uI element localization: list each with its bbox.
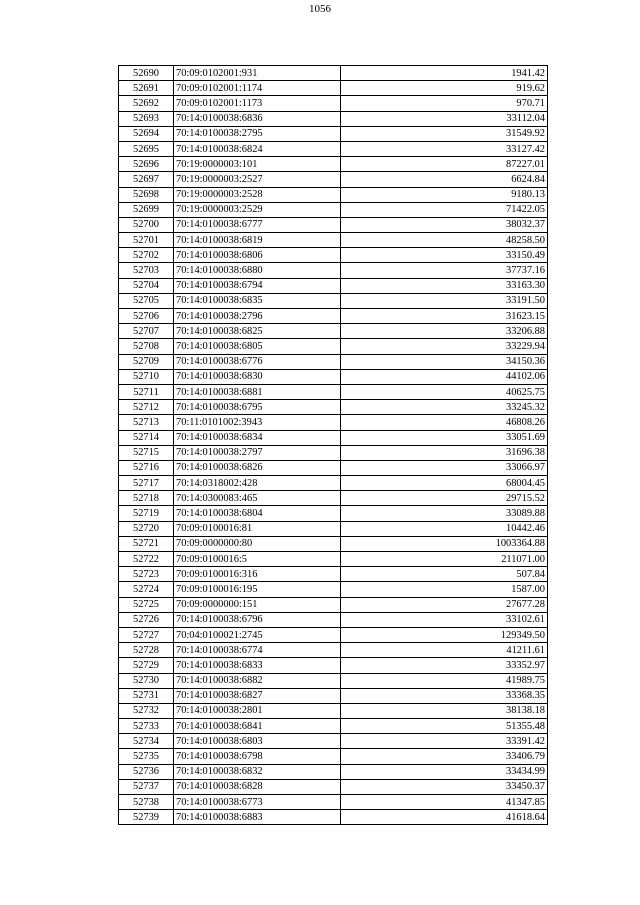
cadastral-value-cell: 31623.15 bbox=[341, 309, 548, 324]
cadastral-value-cell: 38138.18 bbox=[341, 703, 548, 718]
cadastral-value-cell: 919.62 bbox=[341, 81, 548, 96]
table-row bbox=[119, 703, 548, 718]
table-row bbox=[119, 339, 548, 354]
cadastral-number-cell: 70:14:0100038:2797 bbox=[174, 445, 341, 460]
cadastral-number-cell: 70:19:0000003:2528 bbox=[174, 187, 341, 202]
table-row bbox=[119, 293, 548, 308]
table-row bbox=[119, 779, 548, 794]
cadastral-number-cell: 70:14:0100038:2795 bbox=[174, 126, 341, 141]
table-row bbox=[119, 233, 548, 248]
table-row bbox=[119, 810, 548, 825]
table-row bbox=[119, 111, 548, 126]
row-number-cell: 52723 bbox=[119, 567, 174, 582]
table-row bbox=[119, 187, 548, 202]
cadastral-number-cell: 70:14:0100038:2801 bbox=[174, 703, 341, 718]
row-number-cell: 52702 bbox=[119, 248, 174, 263]
cadastral-value-cell: 41211.61 bbox=[341, 643, 548, 658]
cadastral-value-cell: 71422.05 bbox=[341, 202, 548, 217]
row-number-cell: 52699 bbox=[119, 202, 174, 217]
row-number-cell: 52721 bbox=[119, 536, 174, 551]
cadastral-value-cell: 33434.99 bbox=[341, 764, 548, 779]
cadastral-value-cell: 1941.42 bbox=[341, 66, 548, 81]
row-number-cell: 52724 bbox=[119, 582, 174, 597]
row-number-cell: 52718 bbox=[119, 491, 174, 506]
cadastral-value-cell: 1003364.88 bbox=[341, 536, 548, 551]
row-number-cell: 52725 bbox=[119, 597, 174, 612]
table-row bbox=[119, 643, 548, 658]
cadastral-number-cell: 70:14:0100038:6881 bbox=[174, 384, 341, 399]
cadastral-number-cell: 70:09:0102001:931 bbox=[174, 66, 341, 81]
cadastral-number-cell: 70:09:0100016:81 bbox=[174, 521, 341, 536]
cadastral-value-cell: 211071.00 bbox=[341, 552, 548, 567]
table-row bbox=[119, 506, 548, 521]
table-row bbox=[119, 764, 548, 779]
cadastral-value-cell: 33352.97 bbox=[341, 658, 548, 673]
cadastral-value-cell: 6624.84 bbox=[341, 172, 548, 187]
cadastral-number-cell: 70:14:0100038:6794 bbox=[174, 278, 341, 293]
row-number-cell: 52727 bbox=[119, 627, 174, 642]
row-number-cell: 52700 bbox=[119, 217, 174, 232]
cadastral-value-table bbox=[118, 65, 548, 825]
cadastral-number-cell: 70:14:0100038:6882 bbox=[174, 673, 341, 688]
table-row bbox=[119, 126, 548, 141]
table-row bbox=[119, 627, 548, 642]
cadastral-number-cell: 70:14:0100038:6803 bbox=[174, 734, 341, 749]
cadastral-value-cell: 507.84 bbox=[341, 567, 548, 582]
cadastral-number-cell: 70:09:0100016:195 bbox=[174, 582, 341, 597]
table-row bbox=[119, 172, 548, 187]
cadastral-value-cell: 46808.26 bbox=[341, 415, 548, 430]
cadastral-number-cell: 70:14:0100038:6796 bbox=[174, 612, 341, 627]
row-number-cell: 52729 bbox=[119, 658, 174, 673]
cadastral-number-cell: 70:09:0100016:316 bbox=[174, 567, 341, 582]
cadastral-value-cell: 38032.37 bbox=[341, 217, 548, 232]
table-row bbox=[119, 719, 548, 734]
table-row bbox=[119, 157, 548, 172]
cadastral-number-cell: 70:04:0100021:2745 bbox=[174, 627, 341, 642]
row-number-cell: 52730 bbox=[119, 673, 174, 688]
cadastral-number-cell: 70:14:0100038:6804 bbox=[174, 506, 341, 521]
row-number-cell: 52739 bbox=[119, 810, 174, 825]
table-row bbox=[119, 612, 548, 627]
table-row bbox=[119, 369, 548, 384]
cadastral-value-cell: 37737.16 bbox=[341, 263, 548, 278]
cadastral-number-cell: 70:14:0100038:6773 bbox=[174, 795, 341, 810]
page-number: 1056 bbox=[309, 3, 331, 15]
cadastral-value-cell: 129349.50 bbox=[341, 627, 548, 642]
cadastral-value-cell: 33450.37 bbox=[341, 779, 548, 794]
cadastral-number-cell: 70:14:0100038:6795 bbox=[174, 400, 341, 415]
table-row bbox=[119, 460, 548, 475]
cadastral-number-cell: 70:14:0100038:2796 bbox=[174, 309, 341, 324]
table-row bbox=[119, 734, 548, 749]
table-row bbox=[119, 96, 548, 111]
cadastral-number-cell: 70:19:0000003:101 bbox=[174, 157, 341, 172]
row-number-cell: 52722 bbox=[119, 552, 174, 567]
row-number-cell: 52735 bbox=[119, 749, 174, 764]
row-number-cell: 52732 bbox=[119, 703, 174, 718]
cadastral-value-cell: 970.71 bbox=[341, 96, 548, 111]
cadastral-value-cell: 41347.85 bbox=[341, 795, 548, 810]
row-number-cell: 52707 bbox=[119, 324, 174, 339]
cadastral-value-cell: 48258.50 bbox=[341, 233, 548, 248]
cadastral-value-cell: 31549.92 bbox=[341, 126, 548, 141]
cadastral-value-cell: 10442.46 bbox=[341, 521, 548, 536]
cadastral-value-cell: 33112.04 bbox=[341, 111, 548, 126]
row-number-cell: 52708 bbox=[119, 339, 174, 354]
table-row bbox=[119, 415, 548, 430]
cadastral-value-cell: 33066.97 bbox=[341, 460, 548, 475]
cadastral-number-cell: 70:14:0100038:6832 bbox=[174, 764, 341, 779]
cadastral-number-cell: 70:09:0102001:1173 bbox=[174, 96, 341, 111]
row-number-cell: 52701 bbox=[119, 233, 174, 248]
cadastral-number-cell: 70:14:0100038:6834 bbox=[174, 430, 341, 445]
cadastral-number-cell: 70:11:0101002:3943 bbox=[174, 415, 341, 430]
cadastral-number-cell: 70:14:0100038:6828 bbox=[174, 779, 341, 794]
table-row bbox=[119, 66, 548, 81]
cadastral-value-cell: 33368.35 bbox=[341, 688, 548, 703]
row-number-cell: 52691 bbox=[119, 81, 174, 96]
table-row bbox=[119, 491, 548, 506]
row-number-cell: 52694 bbox=[119, 126, 174, 141]
cadastral-number-cell: 70:14:0100038:6798 bbox=[174, 749, 341, 764]
row-number-cell: 52715 bbox=[119, 445, 174, 460]
table-row bbox=[119, 324, 548, 339]
cadastral-value-cell: 33206.88 bbox=[341, 324, 548, 339]
row-number-cell: 52720 bbox=[119, 521, 174, 536]
cadastral-number-cell: 70:14:0100038:6806 bbox=[174, 248, 341, 263]
table-row bbox=[119, 430, 548, 445]
cadastral-value-cell: 33245.32 bbox=[341, 400, 548, 415]
cadastral-number-cell: 70:14:0100038:6805 bbox=[174, 339, 341, 354]
table-row bbox=[119, 354, 548, 369]
row-number-cell: 52696 bbox=[119, 157, 174, 172]
row-number-cell: 52719 bbox=[119, 506, 174, 521]
table-row bbox=[119, 567, 548, 582]
table-row bbox=[119, 384, 548, 399]
cadastral-number-cell: 70:14:0100038:6841 bbox=[174, 719, 341, 734]
table-row bbox=[119, 582, 548, 597]
row-number-cell: 52714 bbox=[119, 430, 174, 445]
cadastral-number-cell: 70:19:0000003:2527 bbox=[174, 172, 341, 187]
table-row bbox=[119, 309, 548, 324]
cadastral-number-cell: 70:14:0100038:6776 bbox=[174, 354, 341, 369]
row-number-cell: 52711 bbox=[119, 384, 174, 399]
table-row bbox=[119, 673, 548, 688]
row-number-cell: 52726 bbox=[119, 612, 174, 627]
table-row bbox=[119, 248, 548, 263]
table-row bbox=[119, 217, 548, 232]
row-number-cell: 52733 bbox=[119, 719, 174, 734]
cadastral-value-cell: 27677.28 bbox=[341, 597, 548, 612]
table-row bbox=[119, 476, 548, 491]
table-row bbox=[119, 552, 548, 567]
row-number-cell: 52712 bbox=[119, 400, 174, 415]
row-number-cell: 52717 bbox=[119, 476, 174, 491]
cadastral-value-cell: 33406.79 bbox=[341, 749, 548, 764]
cadastral-number-cell: 70:14:0100038:6827 bbox=[174, 688, 341, 703]
row-number-cell: 52731 bbox=[119, 688, 174, 703]
table-row bbox=[119, 400, 548, 415]
row-number-cell: 52690 bbox=[119, 66, 174, 81]
row-number-cell: 52709 bbox=[119, 354, 174, 369]
table-row bbox=[119, 202, 548, 217]
row-number-cell: 52706 bbox=[119, 309, 174, 324]
cadastral-number-cell: 70:14:0100038:6826 bbox=[174, 460, 341, 475]
cadastral-value-cell: 33191.50 bbox=[341, 293, 548, 308]
row-number-cell: 52704 bbox=[119, 278, 174, 293]
cadastral-value-cell: 87227.01 bbox=[341, 157, 548, 172]
cadastral-value-cell: 34150.36 bbox=[341, 354, 548, 369]
cadastral-number-cell: 70:14:0318002:428 bbox=[174, 476, 341, 491]
table-row bbox=[119, 263, 548, 278]
table-row bbox=[119, 81, 548, 96]
cadastral-value-cell: 40625.75 bbox=[341, 384, 548, 399]
cadastral-number-cell: 70:14:0100038:6777 bbox=[174, 217, 341, 232]
row-number-cell: 52693 bbox=[119, 111, 174, 126]
cadastral-value-cell: 33163.30 bbox=[341, 278, 548, 293]
cadastral-value-cell: 44102.06 bbox=[341, 369, 548, 384]
cadastral-value-cell: 33229.94 bbox=[341, 339, 548, 354]
cadastral-value-cell: 41989.75 bbox=[341, 673, 548, 688]
table-row bbox=[119, 688, 548, 703]
cadastral-number-cell: 70:09:0000000:151 bbox=[174, 597, 341, 612]
table-row bbox=[119, 445, 548, 460]
cadastral-value-cell: 31696.38 bbox=[341, 445, 548, 460]
cadastral-value-cell: 33102.61 bbox=[341, 612, 548, 627]
table-row bbox=[119, 597, 548, 612]
table-row bbox=[119, 795, 548, 810]
row-number-cell: 52695 bbox=[119, 141, 174, 156]
row-number-cell: 52710 bbox=[119, 369, 174, 384]
cadastral-value-cell: 29715.52 bbox=[341, 491, 548, 506]
cadastral-number-cell: 70:14:0100038:6774 bbox=[174, 643, 341, 658]
cadastral-number-cell: 70:14:0300083:465 bbox=[174, 491, 341, 506]
cadastral-number-cell: 70:19:0000003:2529 bbox=[174, 202, 341, 217]
cadastral-number-cell: 70:14:0100038:6825 bbox=[174, 324, 341, 339]
row-number-cell: 52705 bbox=[119, 293, 174, 308]
cadastral-value-cell: 33127.42 bbox=[341, 141, 548, 156]
cadastral-value-cell: 9180.13 bbox=[341, 187, 548, 202]
row-number-cell: 52698 bbox=[119, 187, 174, 202]
cadastral-number-cell: 70:14:0100038:6833 bbox=[174, 658, 341, 673]
row-number-cell: 52728 bbox=[119, 643, 174, 658]
row-number-cell: 52692 bbox=[119, 96, 174, 111]
cadastral-number-cell: 70:14:0100038:6830 bbox=[174, 369, 341, 384]
cadastral-number-cell: 70:14:0100038:6883 bbox=[174, 810, 341, 825]
row-number-cell: 52734 bbox=[119, 734, 174, 749]
row-number-cell: 52738 bbox=[119, 795, 174, 810]
row-number-cell: 52697 bbox=[119, 172, 174, 187]
cadastral-number-cell: 70:14:0100038:6880 bbox=[174, 263, 341, 278]
cadastral-value-cell: 33051.69 bbox=[341, 430, 548, 445]
cadastral-number-cell: 70:14:0100038:6836 bbox=[174, 111, 341, 126]
cadastral-value-cell: 68004.45 bbox=[341, 476, 548, 491]
table-row bbox=[119, 536, 548, 551]
cadastral-number-cell: 70:09:0100016:5 bbox=[174, 552, 341, 567]
cadastral-number-cell: 70:14:0100038:6835 bbox=[174, 293, 341, 308]
cadastral-value-cell: 33150.49 bbox=[341, 248, 548, 263]
row-number-cell: 52716 bbox=[119, 460, 174, 475]
cadastral-value-cell: 33391.42 bbox=[341, 734, 548, 749]
table-row bbox=[119, 521, 548, 536]
table-body bbox=[119, 66, 548, 825]
cadastral-value-cell: 41618.64 bbox=[341, 810, 548, 825]
row-number-cell: 52736 bbox=[119, 764, 174, 779]
cadastral-number-cell: 70:14:0100038:6824 bbox=[174, 141, 341, 156]
row-number-cell: 52737 bbox=[119, 779, 174, 794]
cadastral-value-cell: 33089.88 bbox=[341, 506, 548, 521]
table-row bbox=[119, 278, 548, 293]
row-number-cell: 52703 bbox=[119, 263, 174, 278]
table-row bbox=[119, 658, 548, 673]
table-row bbox=[119, 141, 548, 156]
cadastral-value-cell: 1587.00 bbox=[341, 582, 548, 597]
cadastral-number-cell: 70:09:0000000:80 bbox=[174, 536, 341, 551]
cadastral-number-cell: 70:14:0100038:6819 bbox=[174, 233, 341, 248]
cadastral-number-cell: 70:09:0102001:1174 bbox=[174, 81, 341, 96]
cadastral-value-cell: 51355.48 bbox=[341, 719, 548, 734]
table-row bbox=[119, 749, 548, 764]
row-number-cell: 52713 bbox=[119, 415, 174, 430]
